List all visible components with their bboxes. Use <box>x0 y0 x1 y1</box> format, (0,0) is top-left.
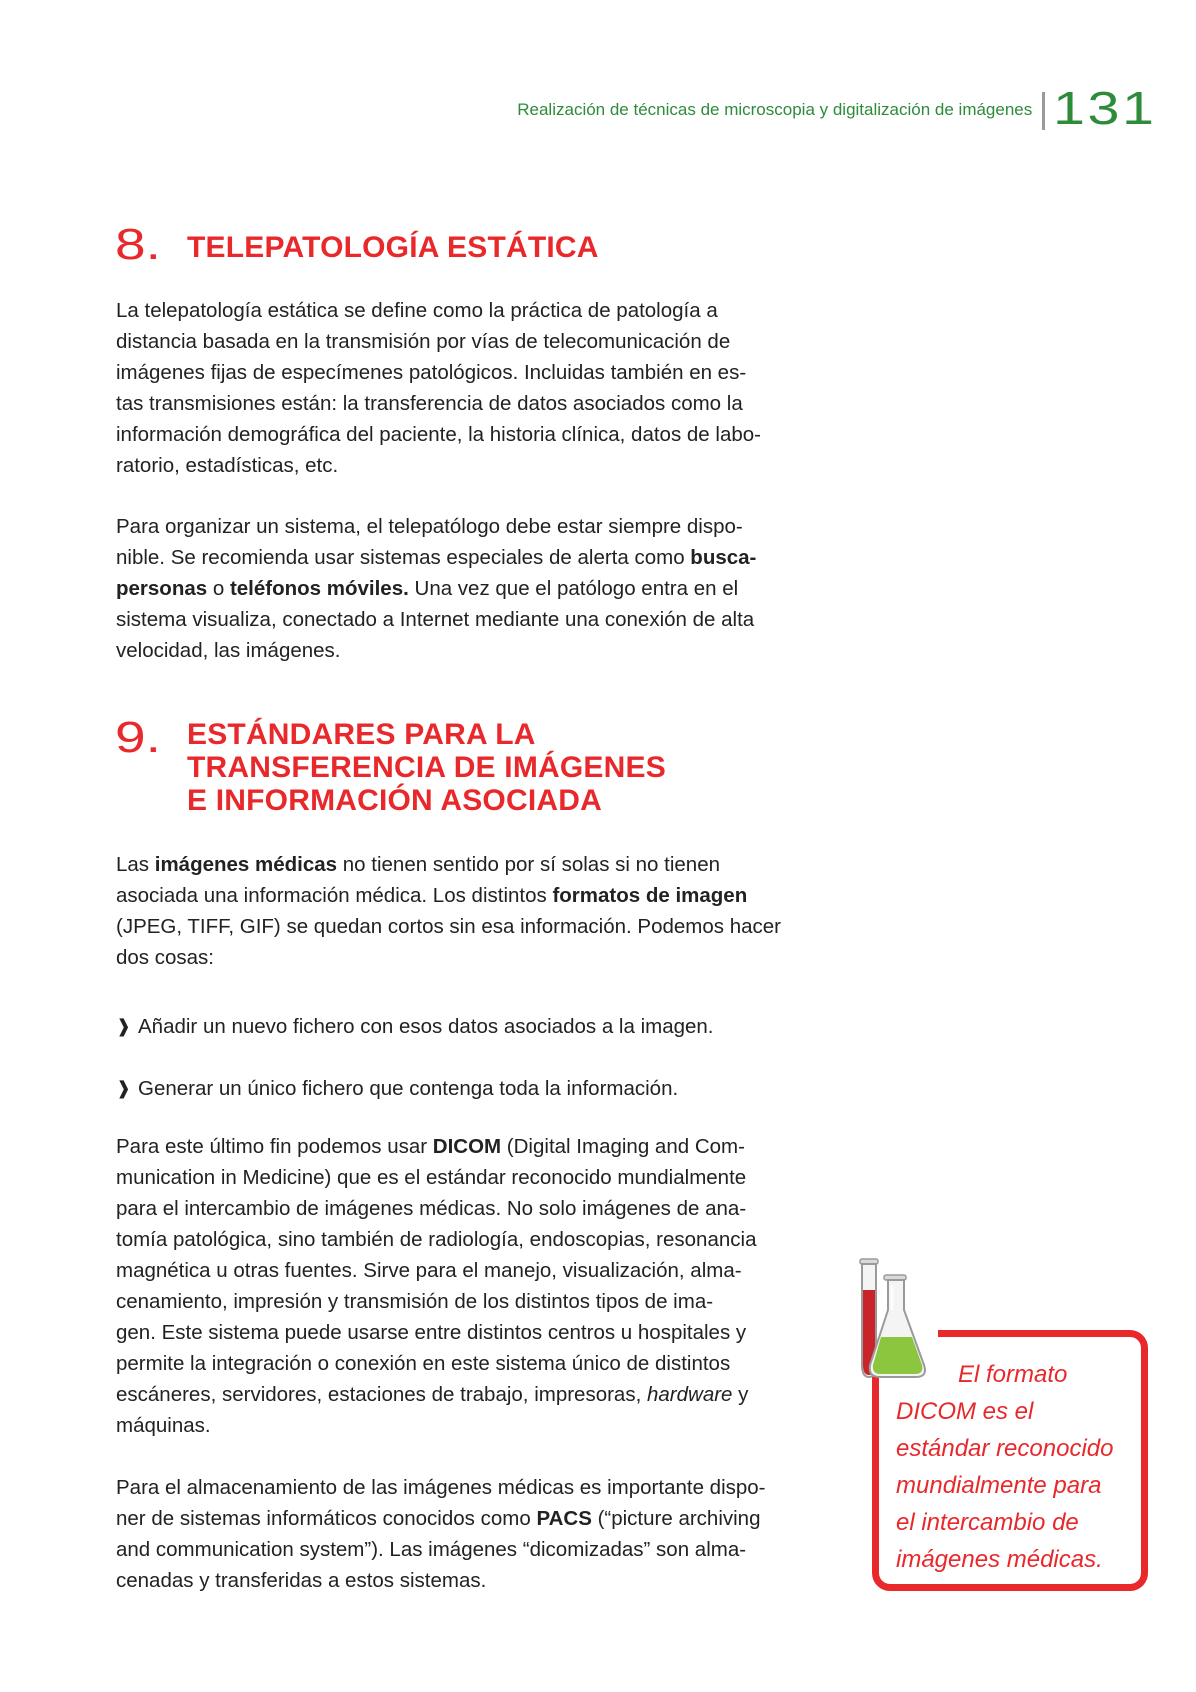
callout-line: el intercambio de <box>896 1509 1079 1536</box>
section-8-number: 8. <box>115 220 161 269</box>
running-title: Realización de técnicas de microscopia y digitalización de imágenes <box>517 100 1033 119</box>
callout-line: mundialmente para <box>896 1472 1102 1499</box>
text-line: personas o teléfonos móviles. Una vez que el patólogo entra en el <box>116 577 739 600</box>
keyword-hardware: hardware <box>646 1383 733 1406</box>
keyword-formatos-de-imagen: formatos de imagen <box>552 884 748 907</box>
section-8-paragraph-1 <box>116 295 806 481</box>
section-8-title: TELEPATOLOGÍA ESTÁTICA <box>187 231 599 264</box>
text-line: sistema visualiza, conectado a Internet mediante una conexión de alta <box>116 608 755 631</box>
text-line: velocidad, las imágenes. <box>116 639 341 662</box>
text-line: escáneres, servidores, estaciones de trabajo, impresoras, hardware y <box>116 1383 749 1406</box>
running-header <box>517 80 1157 134</box>
text-line: gen. Este sistema puede usarse entre distintos centros u hospitales y <box>116 1321 747 1344</box>
text-line: Para el almacenamiento de las imágenes médicas es importante dispo- <box>116 1476 766 1499</box>
text-line: imágenes fijas de especímenes patológicos. Incluidas también en es- <box>116 361 747 384</box>
text-line: (JPEG, TIFF, GIF) se quedan cortos sin esa información. Podemos hacer <box>116 915 782 938</box>
text-line: La telepatología estática se define como la práctica de patología a <box>116 299 718 322</box>
callout-line: DICOM es el <box>896 1398 1034 1425</box>
text-line: nible. Se recomienda usar sistemas especiales de alerta como busca- <box>116 546 757 569</box>
text-line: Las imágenes médicas no tienen sentido por sí solas si no tienen <box>116 853 720 876</box>
section-9-paragraph-2 <box>116 1131 806 1441</box>
page-number-divider <box>1042 92 1045 130</box>
text-line: ratorio, estadísticas, etc. <box>116 454 339 477</box>
section-8-paragraph-2 <box>116 511 806 666</box>
section-9-heading <box>115 713 666 817</box>
section-9-paragraph-3 <box>116 1472 806 1596</box>
section-8-heading <box>115 220 599 269</box>
text-line: tas transmisiones están: la transferencia de datos asociados como la <box>116 392 743 415</box>
callout-text <box>896 1356 1146 1578</box>
text-line: Para organizar un sistema, el telepatólogo debe estar siempre dispo- <box>116 515 743 538</box>
bullet-text: Generar un único fichero que contenga toda la información. <box>138 1077 679 1100</box>
bullet-text: Añadir un nuevo fichero con esos datos asociados a la imagen. <box>138 1015 714 1038</box>
bullet-item <box>116 1011 714 1042</box>
bullet-item <box>116 1073 678 1104</box>
callout-line: estándar reconocido <box>896 1435 1114 1462</box>
text-line: ner de sistemas informáticos conocidos como PACS (“picture archiving <box>116 1507 761 1530</box>
keyword-imagenes-medicas: imágenes médicas <box>154 853 338 876</box>
keyword-buscapersonas: busca- <box>690 546 757 569</box>
section-9-title-line: E INFORMACIÓN ASOCIADA <box>187 784 602 817</box>
text-line: máquinas. <box>116 1414 211 1437</box>
text-line: munication in Medicine) que es el estándar reconocido mundialmente <box>116 1166 747 1189</box>
page-number <box>1042 82 1157 134</box>
text-line: cenadas y transferidas a estos sistemas. <box>116 1569 487 1592</box>
bullet-marker-icon: ❱ <box>116 1016 132 1036</box>
keyword-dicom: DICOM <box>432 1135 502 1158</box>
text-line: dos cosas: <box>116 946 214 969</box>
section-9-title-line: ESTÁNDARES PARA LA <box>187 718 536 751</box>
text-line: para el intercambio de imágenes médicas. No solo imágenes de ana- <box>116 1197 747 1220</box>
callout-line: imágenes médicas. <box>896 1546 1103 1573</box>
text-line: and communication system”). Las imágenes “dicomizadas” son alma- <box>116 1538 747 1561</box>
text-line: cenamiento, impresión y transmisión de los distintos tipos de ima- <box>116 1290 714 1313</box>
text-line: distancia basada en la transmisión por vías de telecomunicación de <box>116 330 731 353</box>
section-9-title <box>187 718 666 817</box>
keyword-buscapersonas-cont: personas <box>116 577 208 600</box>
section-9-title-line: TRANSFERENCIA DE IMÁGENES <box>187 751 666 784</box>
text-line: tomía patológica, sino también de radiología, endoscopias, resonancia <box>116 1228 757 1251</box>
keyword-telefonos-moviles: teléfonos móviles. <box>229 577 409 600</box>
text-line: magnética u otras fuentes. Sirve para el manejo, visualización, alma- <box>116 1259 742 1282</box>
page-number-value: 131 <box>1053 82 1157 134</box>
section-9-number: 9. <box>115 713 161 762</box>
keyword-pacs: PACS <box>536 1507 592 1530</box>
text-line: permite la integración o conexión en este sistema único de distintos <box>116 1352 731 1375</box>
text-line: asociada una información médica. Los distintos formatos de imagen <box>116 884 748 907</box>
section-9-paragraph-1 <box>116 849 806 973</box>
callout-line: El formato <box>958 1361 1068 1388</box>
text-line: Para este último fin podemos usar DICOM (Digital Imaging and Com- <box>116 1135 745 1158</box>
bullet-marker-icon: ❱ <box>116 1078 132 1098</box>
text-line: información demográfica del paciente, la historia clínica, datos de labo- <box>116 423 761 446</box>
